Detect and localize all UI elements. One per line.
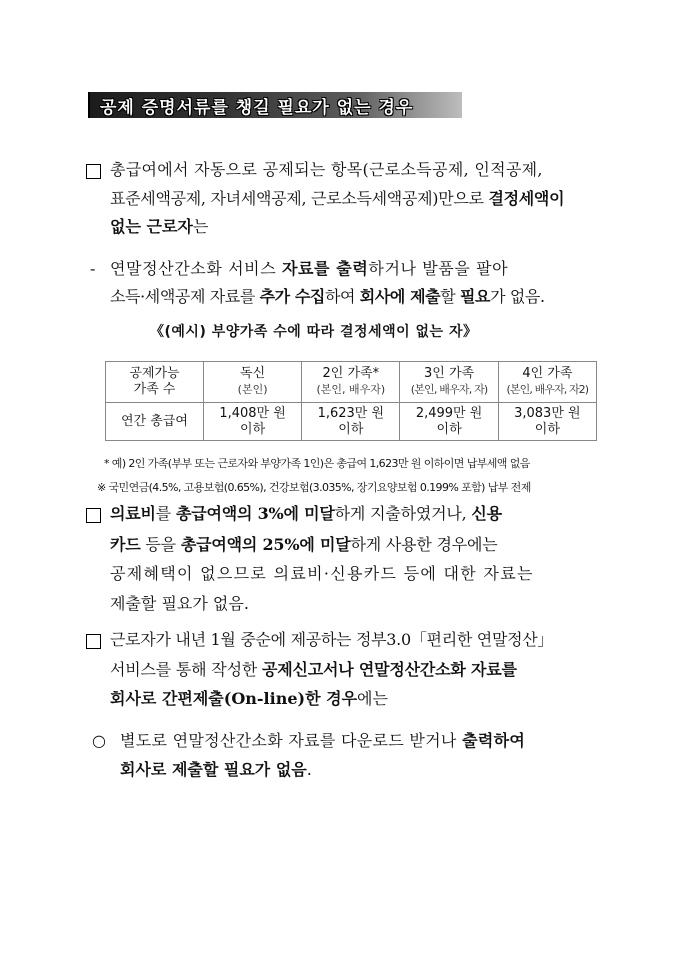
- section2-line1: [110, 504, 502, 524]
- circle-bullet-icon: ○: [92, 731, 106, 750]
- cell-amount: 1,623만 원: [317, 405, 385, 421]
- section2-emphasis-medical: 의료비: [110, 504, 156, 523]
- sub1-emphasis-print: 자료를 출력: [281, 259, 369, 278]
- cell-suffix: 이하: [534, 421, 560, 437]
- section2-emphasis-card: 카드: [110, 535, 141, 554]
- header-cell: [400, 362, 498, 403]
- section3-emphasis-online: 회사로 간편제출(On-line)한 경우: [110, 689, 358, 708]
- header-main: 2인 가족*: [322, 366, 380, 381]
- section2-emphasis-credit: 신용: [471, 504, 502, 523]
- table-row: [106, 403, 597, 441]
- sub3-line2: [120, 760, 312, 780]
- section2-line2-text-b: 등을: [140, 535, 181, 554]
- section2-line2: [110, 535, 498, 555]
- checkbox-icon: [86, 634, 101, 649]
- sub1-line2-text-e: 할: [440, 287, 460, 306]
- sub1-line2-text-c: 하여: [324, 287, 360, 306]
- cell-suffix: 이하: [338, 421, 364, 437]
- section3-line2: [110, 660, 517, 680]
- checkbox-icon: [86, 164, 101, 179]
- section1-line2-text: 표준세액공제, 자녀세액공제, 근로소득세액공제)만으로: [110, 189, 489, 208]
- sub3-line1-text-a: 별도로 연말정산간소화 자료를 다운로드 받거나: [120, 731, 463, 750]
- row-label: 연간 총급여: [106, 403, 204, 441]
- section2-emphasis-25pct: 총급여액의 25%에 미달: [180, 535, 351, 554]
- table-cell: [302, 403, 400, 441]
- header-main: 3인 가족: [424, 366, 475, 381]
- sub1-line2-text-g: 가 없음.: [490, 287, 545, 306]
- sub1-line1-text-a: 연말정산간소화 서비스: [110, 259, 282, 278]
- section3-line3-text-b: 에는: [357, 689, 388, 708]
- section3-line1: 근로자가 내년 1월 중순에 제공하는 정부3.0「편리한 연말정산」: [110, 630, 554, 649]
- section2-emphasis-3pct: 총급여액의 3%에 미달: [175, 504, 335, 523]
- header-cell: [203, 362, 301, 403]
- cell-amount: 2,499만 원: [415, 405, 483, 421]
- cell-suffix: 이하: [240, 421, 266, 437]
- table-header-row: [106, 362, 597, 403]
- table-cell: [400, 403, 498, 441]
- example-table: [105, 361, 597, 441]
- header-sub: (본인, 배우자, 자): [410, 383, 488, 396]
- sub1-emphasis-collect: 추가 수집: [259, 287, 325, 306]
- sub1-line1: [110, 259, 508, 279]
- section-title: 공제 증명서류를 챙길 필요가 없는 경우: [100, 98, 414, 118]
- cell-suffix: 이하: [436, 421, 462, 437]
- header-cell: [498, 362, 596, 403]
- section3-line2-text-a: 서비스를 통해 작성한: [110, 660, 262, 679]
- section2-line1-text-b: 를: [155, 504, 176, 523]
- section3-emphasis-forms: 공제신고서나 연말정산간소화 자료를: [261, 660, 517, 679]
- sub1-line1-text-c: 하거나 발품을 팔아: [368, 259, 509, 278]
- sub1-emphasis-submit: 회사에 제출: [359, 287, 441, 306]
- table-cell: [498, 403, 596, 441]
- header-sub: (본인): [237, 383, 268, 396]
- header-sub: (본인, 배우자, 자2): [506, 383, 589, 396]
- section-title-bar: [88, 92, 462, 118]
- checkbox-icon: [86, 508, 101, 523]
- example-title: 《(예시) 부양가족 수에 따라 결정세액이 없는 자》: [150, 324, 478, 340]
- section1-line3-text: 는: [192, 217, 209, 236]
- section1-emphasis-tax: 결정세액이: [488, 189, 565, 208]
- sub1-line2: [110, 287, 545, 307]
- sub3-line1: [120, 731, 525, 751]
- section2-line2-text-d: 하게 사용한 경우에는: [350, 535, 498, 554]
- section1-line2: [110, 189, 564, 209]
- sub3-emphasis-print: 출력하여: [462, 731, 526, 750]
- section1-line1: 총급여에서 자동으로 공제되는 항목(근로소득공제, 인적공제,: [110, 160, 543, 179]
- header-main: 4인 가족: [522, 366, 573, 381]
- table-cell: [203, 403, 301, 441]
- cell-amount: 3,083만 원: [514, 405, 581, 421]
- header-sub: 가족 수: [133, 382, 176, 397]
- section2-line1-text-d: 하게 지출하였거나,: [334, 504, 472, 523]
- sub1-line2-text-a: 소득·세액공제 자료를: [110, 287, 260, 306]
- header-main: 공제가능: [129, 366, 180, 381]
- section2-line4: 제출할 필요가 없음.: [110, 594, 249, 613]
- section2-line3: 공제혜택이 없으므로 의료비·신용카드 등에 대한 자료는: [110, 564, 534, 583]
- header-sub: (본인, 배우자): [316, 383, 386, 396]
- section1-line3: [110, 217, 208, 237]
- sub3-emphasis-no-need: 회사로 제출할 필요가 없음: [120, 760, 307, 779]
- sub1-emphasis-need: 필요: [459, 287, 491, 306]
- header-main: 독신: [240, 366, 266, 381]
- section1-emphasis-worker: 없는 근로자: [110, 217, 193, 236]
- section3-line3: [110, 689, 388, 709]
- footnote-premise: ※ 국민연금(4.5%, 고용보험(0.65%), 건강보험(3.035%, 장기요양보험 0.199% 포함) 납부 전제: [97, 481, 531, 494]
- header-cell: [302, 362, 400, 403]
- footnote-example: * 예) 2인 가족(부부 또는 근로자와 부양가족 1인)은 총급여 1,623만 원 이하이면 납부세액 없음: [104, 457, 530, 470]
- sub1-dash: -: [90, 259, 96, 278]
- sub3-line2-text-b: .: [306, 760, 312, 779]
- cell-amount: 1,408만 원: [219, 405, 286, 421]
- header-cell: [106, 362, 204, 403]
